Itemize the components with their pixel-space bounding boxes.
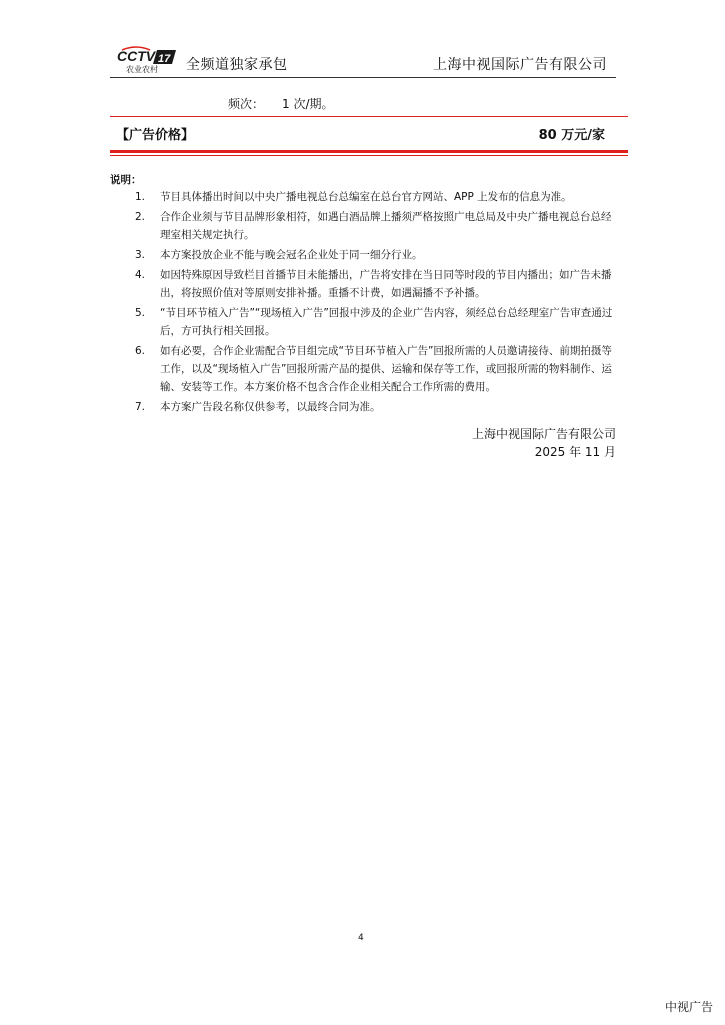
note-item: [110, 398, 620, 416]
note-item: [110, 188, 620, 206]
note-text: 合作企业须与节目品牌形象相符，如遇白酒品牌上播须严格按照广电总局及中央广播电视总台总经理室相关规定执行。: [160, 211, 612, 241]
note-text: 如有必要，合作企业需配合节目组完成“节目环节植入广告”回报所需的人员邀请接待、前期拍摄等工作，以及“现场植入广告”回报所需产品的提供、运输和保存等工作，或回报所需的物料制作、运输、安装等工作。本方案价格不包含合作企业相关配合工作所需的费用。: [160, 345, 612, 393]
header-company-name: 上海中视国际广告有限公司: [433, 57, 607, 73]
note-text: 本方案投放企业不能与晚会冠名企业处于同一细分行业。: [160, 249, 423, 261]
note-text: 节目具体播出时间以中央广播电视总台总编室在总台官方网站、APP 上发布的信息为准。: [160, 191, 572, 203]
svg-text:农业农村: 农业农村: [126, 65, 158, 74]
note-item: [110, 208, 620, 244]
frequency-label: 频次：: [228, 97, 265, 111]
header-divider: [110, 77, 616, 78]
note-text: 本方案广告段名称仅供参考，以最终合同为准。: [160, 401, 381, 413]
note-number: 1.: [135, 191, 146, 203]
cctv17-logo-graphic: [116, 46, 178, 74]
notes-list: [110, 188, 620, 418]
note-number: 2.: [135, 211, 146, 223]
signature-company: 上海中视国际广告有限公司: [471, 427, 616, 441]
red-divider-thick-secondary: [110, 155, 628, 156]
signature-date: 2025 年 11 月: [534, 445, 616, 459]
svg-text:17: 17: [158, 53, 171, 65]
note-number: 4.: [135, 269, 146, 281]
page-number: 4: [358, 933, 364, 943]
notes-title: 说明：: [110, 174, 142, 186]
note-text: “节目环节植入广告”“现场植入广告”回报中涉及的企业广告内容，须经总台总经理室广告审查通过后，方可执行相关回报。: [160, 307, 613, 337]
price-label: 【广告价格】: [116, 128, 195, 143]
note-number: 6.: [135, 345, 146, 357]
note-item: [110, 246, 620, 264]
frequency-line: [228, 95, 334, 112]
svg-text:CCTV: CCTV: [117, 48, 156, 64]
cctv17-logo: [116, 46, 178, 74]
note-number: 5.: [135, 307, 146, 319]
note-number: 7.: [135, 401, 146, 413]
header-left-text: 全频道独家承包: [186, 57, 288, 73]
frequency-value: 1 次/期。: [282, 97, 334, 111]
note-item: [110, 304, 620, 340]
note-text: 如因特殊原因导致栏目首播节目未能播出，广告将安排在当日同等时段的节目内播出；如广告未播出，将按照价值对等原则安排补播。重播不计费，如遇漏播不予补播。: [160, 269, 612, 299]
note-item: [110, 266, 620, 302]
note-item: [110, 342, 620, 396]
watermark-text: 中视广告: [664, 1000, 713, 1014]
price-value: 80 万元/家: [538, 128, 605, 143]
red-divider-thick: [110, 150, 628, 153]
red-divider-thin: [110, 116, 628, 117]
note-number: 3.: [135, 249, 146, 261]
